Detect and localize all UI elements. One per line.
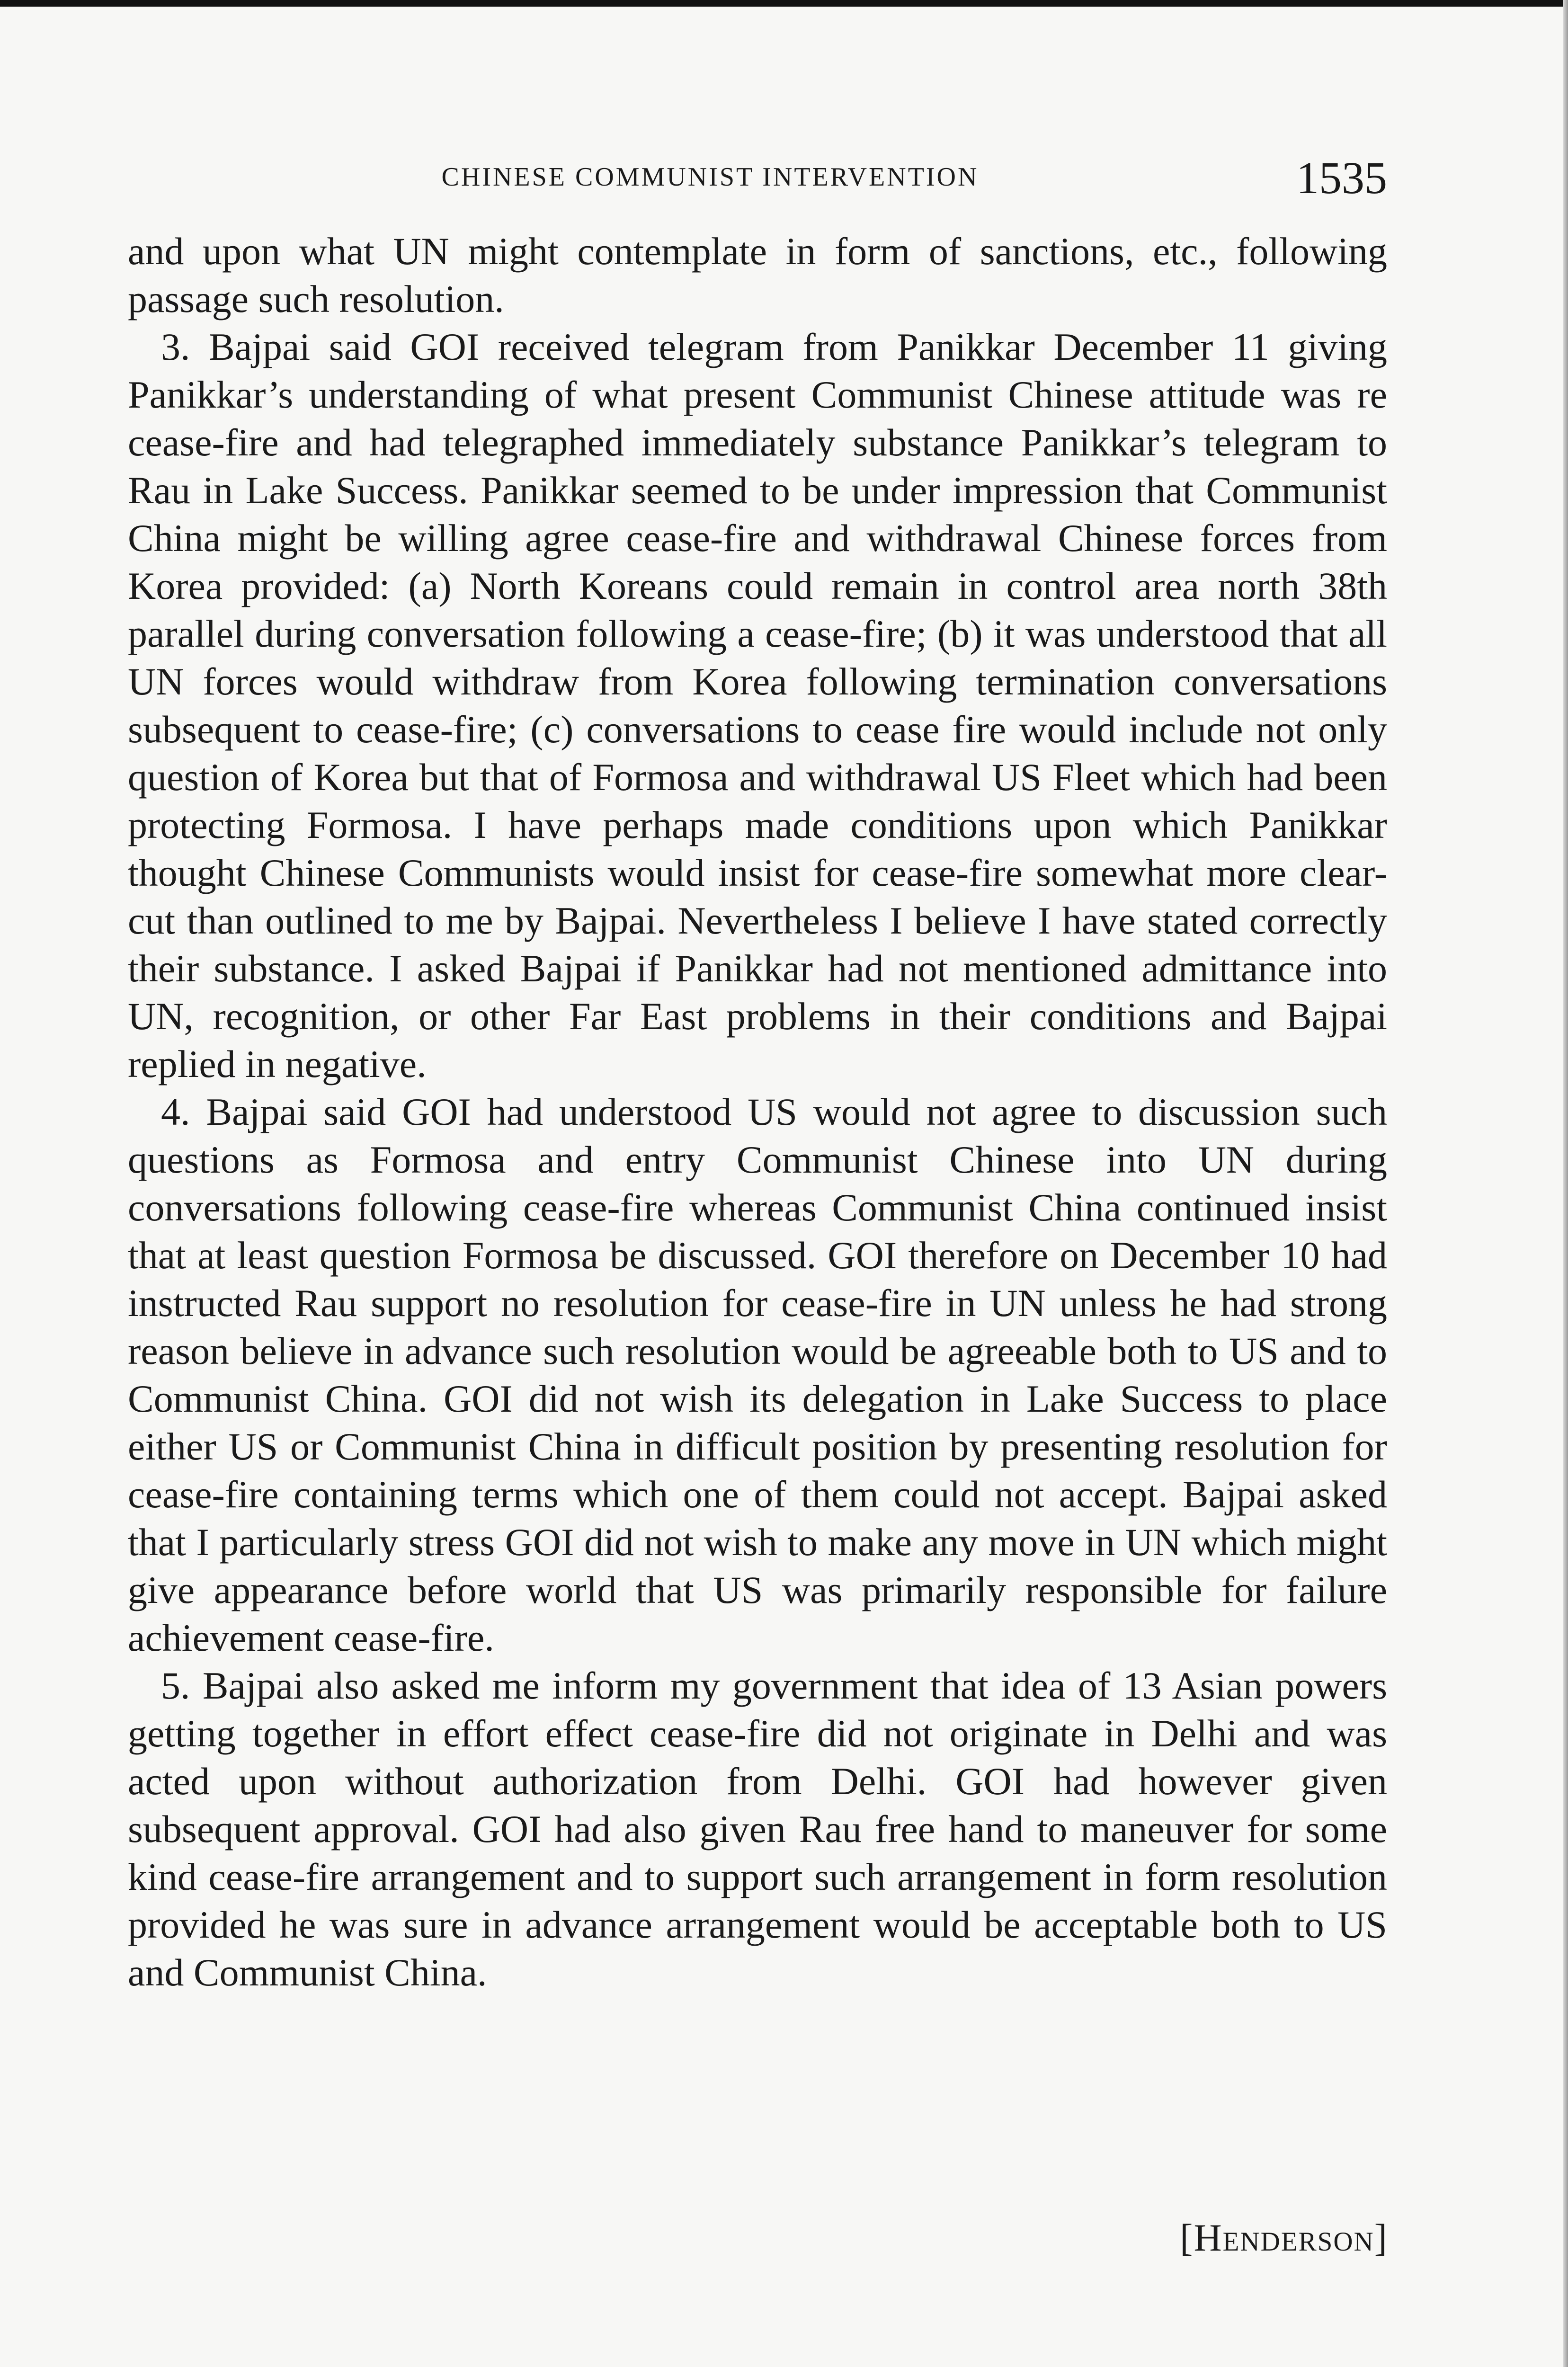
paragraph-5: 5. Bajpai also asked me inform my government that idea of 13 Asian powers getting together in effort effect cease-fire did not originate in Delhi and was acted upon without authorization from Delhi. GOI had however given subsequent approval. GOI had also given Rau free hand to maneuver for some kind cease-fire arrangement and to support such arrangement in form resolution provided he was sure in advance arrangement would be acceptable both to US and Communist China. (128, 1664, 1387, 1994)
paragraph-continuation: and upon what UN might contemplate in form of sanctions, etc., following passage such resolution. (128, 230, 1387, 320)
page-top-border (0, 0, 1568, 7)
paragraph-3: 3. Bajpai said GOI received telegram from Panikkar December 11 giving Panikkar’s understanding of what present Communist Chinese attitude was re cease-fire and had telegraphed immediately substance Panikkar’s telegram to Rau in Lake Success. Panikkar seemed to be under impression that Communist China might be willing agree cease-fire and withdrawal Chinese forces from Korea provided: (a) North Koreans could remain in control area north 38th parallel during conversation following a cease-fire; (b) it was understood that all UN forces would withdraw from Korea following termination conversations subsequent to cease-fire; (c) conversations to cease fire would include not only question of Korea but that of Formosa and withdrawal US Fleet which had been protecting Formosa. I have perhaps made conditions upon which Panikkar thought Chinese Communists would insist for cease-fire somewhat more clear-cut than outlined to me by Bajpai. Nevertheless I believe I have stated correctly their substance. I asked Bajpai if Panikkar had not mentioned admittance into UN, recognition, or other Far East problems in their conditions and Bajpai replied in negative. (128, 325, 1387, 1086)
running-head: CHINESE COMMUNIST INTERVENTION (441, 162, 979, 192)
paragraph-4: 4. Bajpai said GOI had understood US would not agree to discussion such questions as Formosa and entry Communist Chinese into UN during conversations following cease-fire whereas Communist China continued insist that at least question Formosa be discussed. GOI therefore on December 10 had instructed Rau support no resolution for cease-fire in UN unless he had strong reason believe in advance such resolution would be agreeable both to US and to Communist China. GOI did not wish its delegation in Lake Success to place either US or Communist China in difficult position by presenting resolution for cease-fire containing terms which one of them could not accept. Bajpai asked that I particularly stress GOI did not wish to make any move in UN which might give appearance before world that US was primarily responsible for failure achievement cease-fire. (128, 1090, 1387, 1659)
signature-name: Henderson (1194, 2216, 1374, 2259)
signature (1180, 2216, 1388, 2260)
page-number: 1535 (1296, 152, 1387, 203)
page-right-edge (1563, 0, 1568, 2367)
document-body (128, 227, 1387, 1996)
signature-close-bracket: ] (1374, 2216, 1388, 2259)
signature-open-bracket: [ (1180, 2216, 1194, 2259)
page-header (128, 151, 1387, 204)
